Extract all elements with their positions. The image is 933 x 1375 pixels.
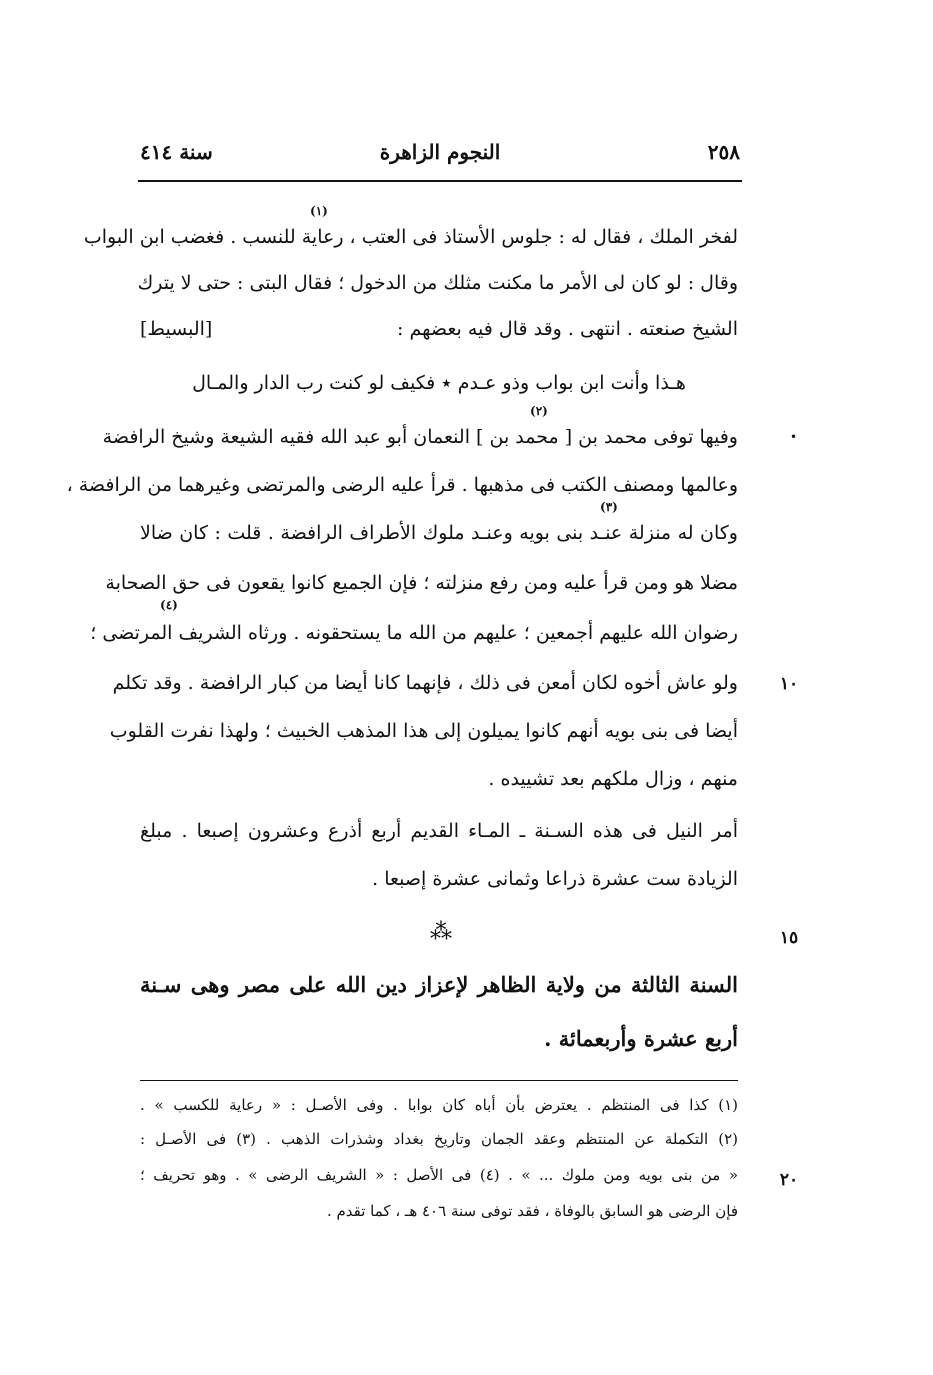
note-mark-4: (٤) [160,598,178,612]
footnote-rule [140,1080,738,1081]
header-year: سنة ٤١٤ [140,140,213,164]
body-line: وقال : لو كان لى الأمر ما مكنت مثلك من الدخول ؛ فقال البتى : حتى لا يترك [137,272,738,294]
page-number: ٢٥٨ [707,140,740,164]
margin-line-number: ١٥ [779,928,799,948]
divider-stars: ⁂ [430,920,452,945]
footnote-line: (١) كذا فى المنتظم . يعترض بأن أباه كان بوابا . وفى الأصـل : « رعاية للكسب » . [140,1096,738,1114]
margin-line-number: ١٠ [779,674,799,694]
page-title: النجوم الزاهرة [379,140,501,164]
body-line-text: الشيخ صنعته . انتهى . وقد قال فيه بعضهم : [397,318,738,340]
body-line: منهم ، وزال ملكهم بعد تشييده . [488,768,738,790]
body-line: وفيها توفى محمد بن [ محمد بن ] النعمان أبو عبد الله فقيه الشيعة وشيخ الرافضة [102,426,738,448]
meter-label: [البسيط] [140,318,213,340]
section-divider [418,920,458,956]
section-heading-line: أربع عشرة وأربعمائة . [544,1026,738,1051]
body-line: مضلا هو ومن قرأ عليه ومن رفع منزلته ؛ فإن الجميع كانوا يقعون فى حق الصحابة [105,572,738,594]
header-rule [138,180,742,182]
note-mark-2: (٢) [530,404,548,418]
body-line: أيضا فى بنى بويه أنهم كانوا يميلون إلى هذا المذهب الخبيث ؛ ولهذا نفرت القلوب [109,720,738,742]
running-header [140,140,740,176]
body-line: أمر النيل فى هذه السـنة ـ المـاء القديم أربع أذرع وعشرون إصبعا . مبلغ [140,820,738,842]
body-line: وعالمها ومصنف الكتب فى مذهبها . قرأ عليه الرضى والمرتضى وغيرهما من الرافضة ، [66,474,738,496]
section-heading-line: السنة الثالثة من ولاية الظاهر لإعزاز دين الله على مصر وهى سـنة [140,972,738,997]
verse-line: هـذا وأنت ابن بواب وذو عـدم ٭ فكيف لو كنت رب الدار والمـال [192,372,686,394]
body-line: رضوان الله عليهم أجمعين ؛ عليهم من الله ما يستحقونه . ورثاه الشريف المرتضى ؛ [90,622,738,644]
body-line [140,312,738,346]
body-line: الزيادة ست عشرة ذراعا وثمانى عشرة إصبعا . [372,868,738,890]
footnote-line: « من بنى بويه ومن ملوك ... » . (٤) فى الأصل : « الشريف الرضى » . وهو تحريف ؛ [140,1166,738,1184]
note-mark-1: (١) [310,204,328,218]
margin-bullet: • [790,430,798,444]
footnote-line: فإن الرضى هو السابق بالوفاة ، فقد توفى سنة ٤٠٦ هـ ، كما تقدم . [326,1202,738,1220]
note-mark-3: (٣) [600,500,618,514]
body-line: ولو عاش أخوه لكان أمعن فى ذلك ، فإنهما كانا أيضا من كبار الرافضة . وقد تكلم [112,672,738,694]
margin-line-number: ٢٠ [779,1170,799,1190]
body-line: لفخر الملك ، فقال له : جلوس الأستاذ فى العتب ، رعاية للنسب . فغضب ابن البواب [83,226,738,248]
footnote-line: (٢) التكملة عن المنتظم وعقد الجمان وتاريخ بغداد وشذرات الذهب . (٣) فى الأصـل : [140,1130,738,1148]
body-line: وكان له منزلة عنـد بنى بويه وعنـد ملوك الأطراف الرافضة . قلت : كان ضالا [140,522,738,544]
